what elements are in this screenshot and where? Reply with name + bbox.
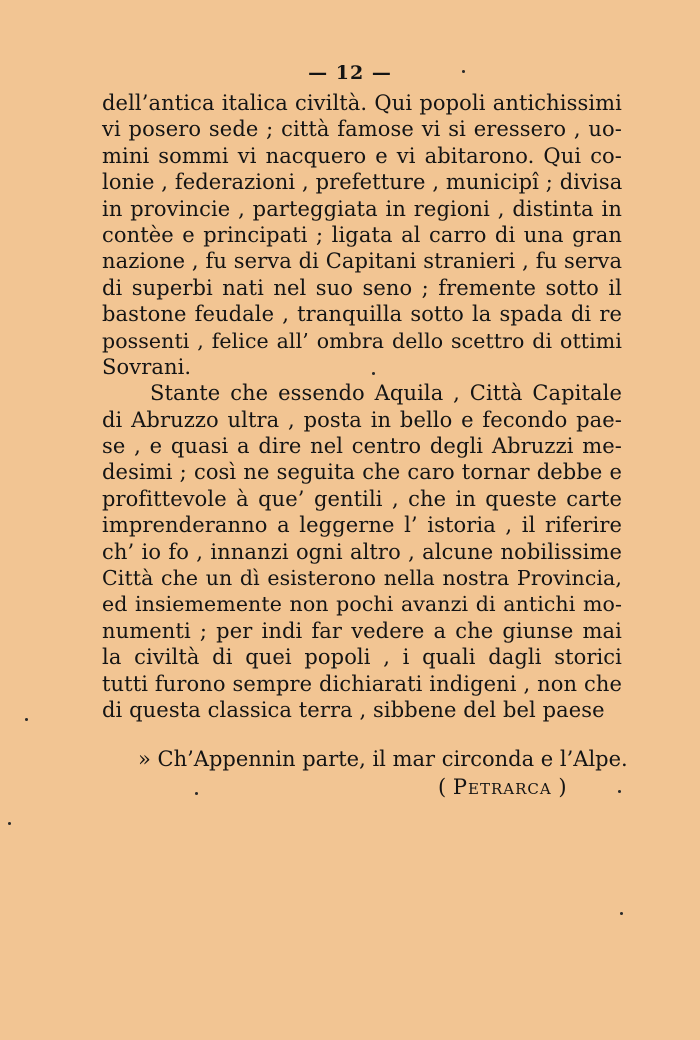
- quote-text: » Ch’Appennin parte, il mar circonda e l’Alpe.: [138, 747, 628, 771]
- text-line: contèe e principati ; ligata al carro di una gran: [102, 222, 622, 247]
- text-line: possenti , felice all’ ombra dello scettro di ottimi: [102, 328, 622, 353]
- text-line: profittevole à que’ gentili , che in queste carte: [102, 486, 622, 511]
- text-line: la civiltà di quei popoli , i quali dagli storici: [102, 645, 622, 670]
- text-line: numenti ; per indi far vedere a che giunse mai: [102, 618, 622, 643]
- text-line: mini sommi vi nacquero e vi abitarono. Qui co-: [102, 143, 622, 168]
- scan-speck: [462, 70, 465, 73]
- text-line: di superbi nati nel suo seno ; fremente sotto il: [102, 275, 622, 300]
- text-line: Sovrani.: [102, 354, 192, 379]
- author-paren-close: ): [551, 775, 567, 799]
- text-line: di Abruzzo ultra , posta in bello e fecondo pae-: [102, 407, 622, 432]
- text-line: Città che un dì esisterono nella nostra Provincia,: [102, 566, 622, 591]
- body-text: [102, 90, 622, 723]
- scan-speck: [195, 792, 198, 795]
- text-line: tutti furono sempre dichiarati indigeni , non che: [102, 671, 622, 696]
- author-paren-open: (: [438, 775, 453, 799]
- text-line: in provincie , parteggiata in regioni , distinta in: [102, 196, 622, 221]
- text-line: ed insiememente non pochi avanzi di antichi mo-: [102, 592, 622, 617]
- scan-speck: [8, 822, 11, 825]
- text-line: desimi ; così ne seguita che caro tornar debbe e: [102, 460, 622, 485]
- scan-speck: [620, 912, 623, 915]
- text-line: nazione , fu serva di Capitani stranieri , fu serva: [102, 249, 623, 274]
- page-number: — 12 —: [308, 62, 392, 84]
- scan-speck: [25, 718, 28, 721]
- text-line: vi posero sede ; città famose vi si eressero , uo-: [102, 117, 622, 142]
- scan-speck: [618, 790, 621, 793]
- text-line: bastone feudale , tranquilla sotto la spada di re: [102, 302, 622, 327]
- quote-author: [438, 773, 567, 801]
- text-line: ch’ io fo , innanzi ogni altro , alcune nobilissime: [102, 539, 622, 564]
- text-line: se , e quasi a dire nel centro degli Abruzzi me-: [102, 434, 622, 459]
- text-line: lonie , federazioni , prefetture , municipî ; divisa: [102, 170, 623, 195]
- text-line: di questa classica terra , sibbene del bel paese: [102, 697, 605, 722]
- text-line: dell’antica italica civiltà. Qui popoli antichissimi: [102, 91, 622, 115]
- text-line: Stante che essendo Aquila , Città Capitale: [150, 381, 622, 406]
- text-line: imprenderanno a leggerne l’ istoria , il riferire: [102, 513, 622, 538]
- author-name: Petrarca: [452, 775, 552, 799]
- scan-speck: [372, 372, 375, 375]
